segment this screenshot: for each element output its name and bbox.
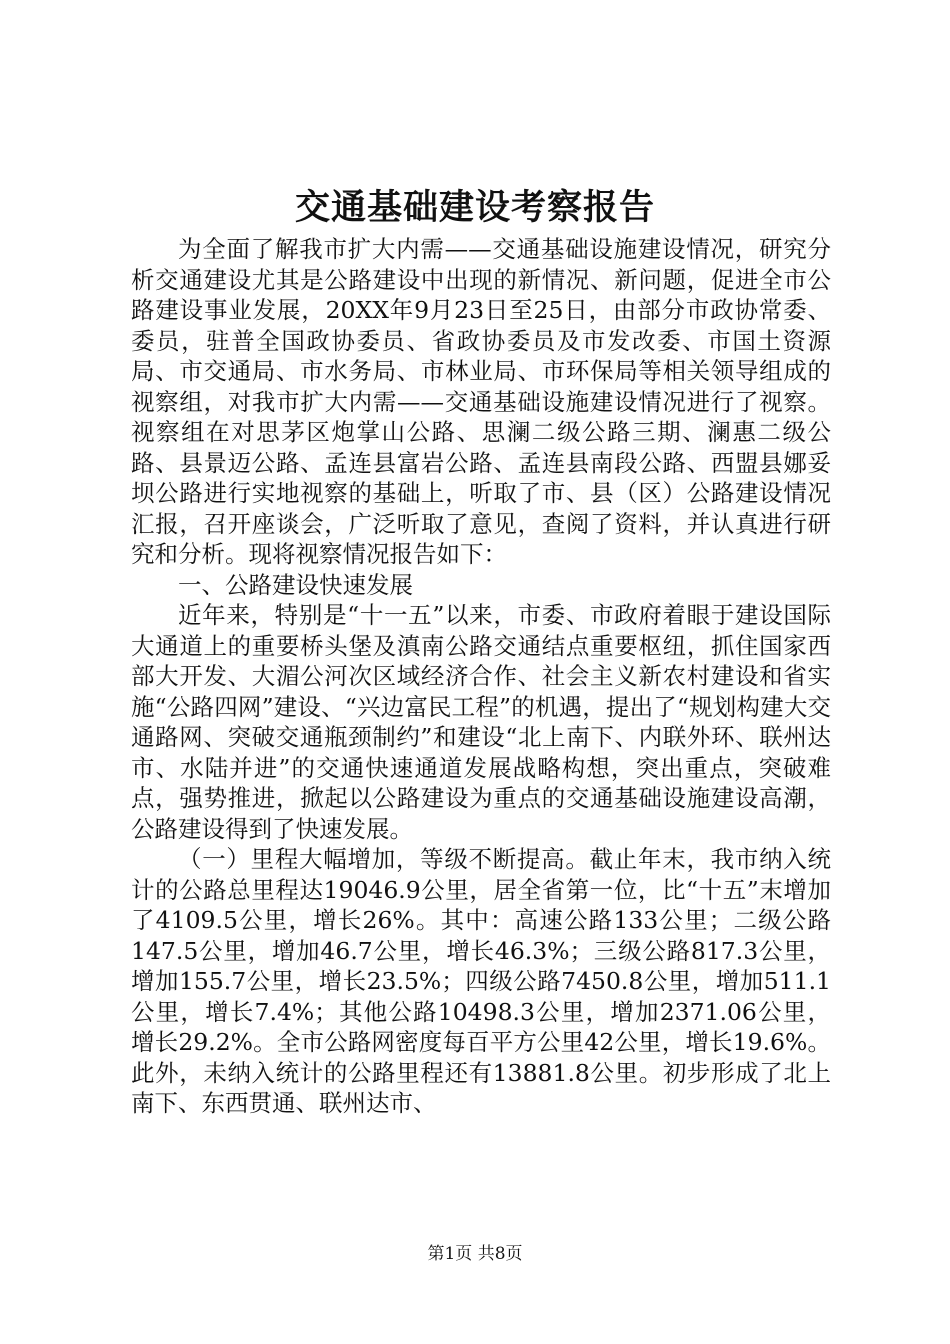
body-paragraph: （一）里程大幅增加，等级不断提高。截止年末，我市纳入统计的公路总里程达19046.9公里，居全省第一位，比“十五”末增加了4109.5公里，增长26%。其中：高速公路133公里；二级公路147.5公里，增加46.7公里，增长46.3%；三级公路817.3公里，增加155.7公里，增长23.5%；四级公路7450.8公里，增加511.1公里，增长7.4%；其他公路10498.3公里，增加2371.06公里，增长29.2%。全市公路网密度每百平方公里42公里，增长19.6%。此外，未纳入统计的公路里程还有13881.8公里。初步形成了北上南下、东西贯通、联州达市、 (131, 845, 831, 1117)
document-body (131, 234, 831, 1119)
section-heading: 一、公路建设快速发展 (178, 570, 413, 599)
page-number: 第1页 共8页 (427, 1244, 523, 1264)
body-paragraph: 近年来，特别是“十一五”以来，市委、市政府着眼于建设国际大通道上的重要桥头堡及滇南公路交通结点重要枢纽，抓住国家西部大开发、大湄公河次区域经济合作、社会主义新农村建设和省实施“公路四网”建设、“兴边富民工程”的机遇，提出了“规划构建大交通路网、突破交通瓶颈制约”和建设“北上南下、内联外环、联州达市、水陆并进”的交通快速通道发展战略构想，突出重点，突破难点，强势推进，掀起以公路建设为重点的交通基础设施建设高潮，公路建设得到了快速发展。 (131, 601, 831, 843)
document-title: 交通基础建设考察报告 (294, 187, 655, 228)
intro-paragraph: 为全面了解我市扩大内需——交通基础设施建设情况，研究分析交通建设尤其是公路建设中出现的新情况、新问题，促进全市公路建设事业发展，20XX年9月23日至25日，由部分市政协常委、委员，驻普全国政协委员、省政协委员及市发改委、市国土资源局、市交通局、市水务局、市林业局、市环保局等相关领导组成的视察组，对我市扩大内需——交通基础设施建设情况进行了视察。视察组在对思茅区炮掌山公路、思澜二级公路三期、澜惠二级公路、县景迈公路、孟连县富岩公路、孟连县南段公路、西盟县娜妥坝公路进行实地视察的基础上，听取了市、县（区）公路建设情况汇报，召开座谈会，广泛听取了意见，查阅了资料，并认真进行研究和分析。现将视察情况报告如下： (131, 235, 831, 568)
